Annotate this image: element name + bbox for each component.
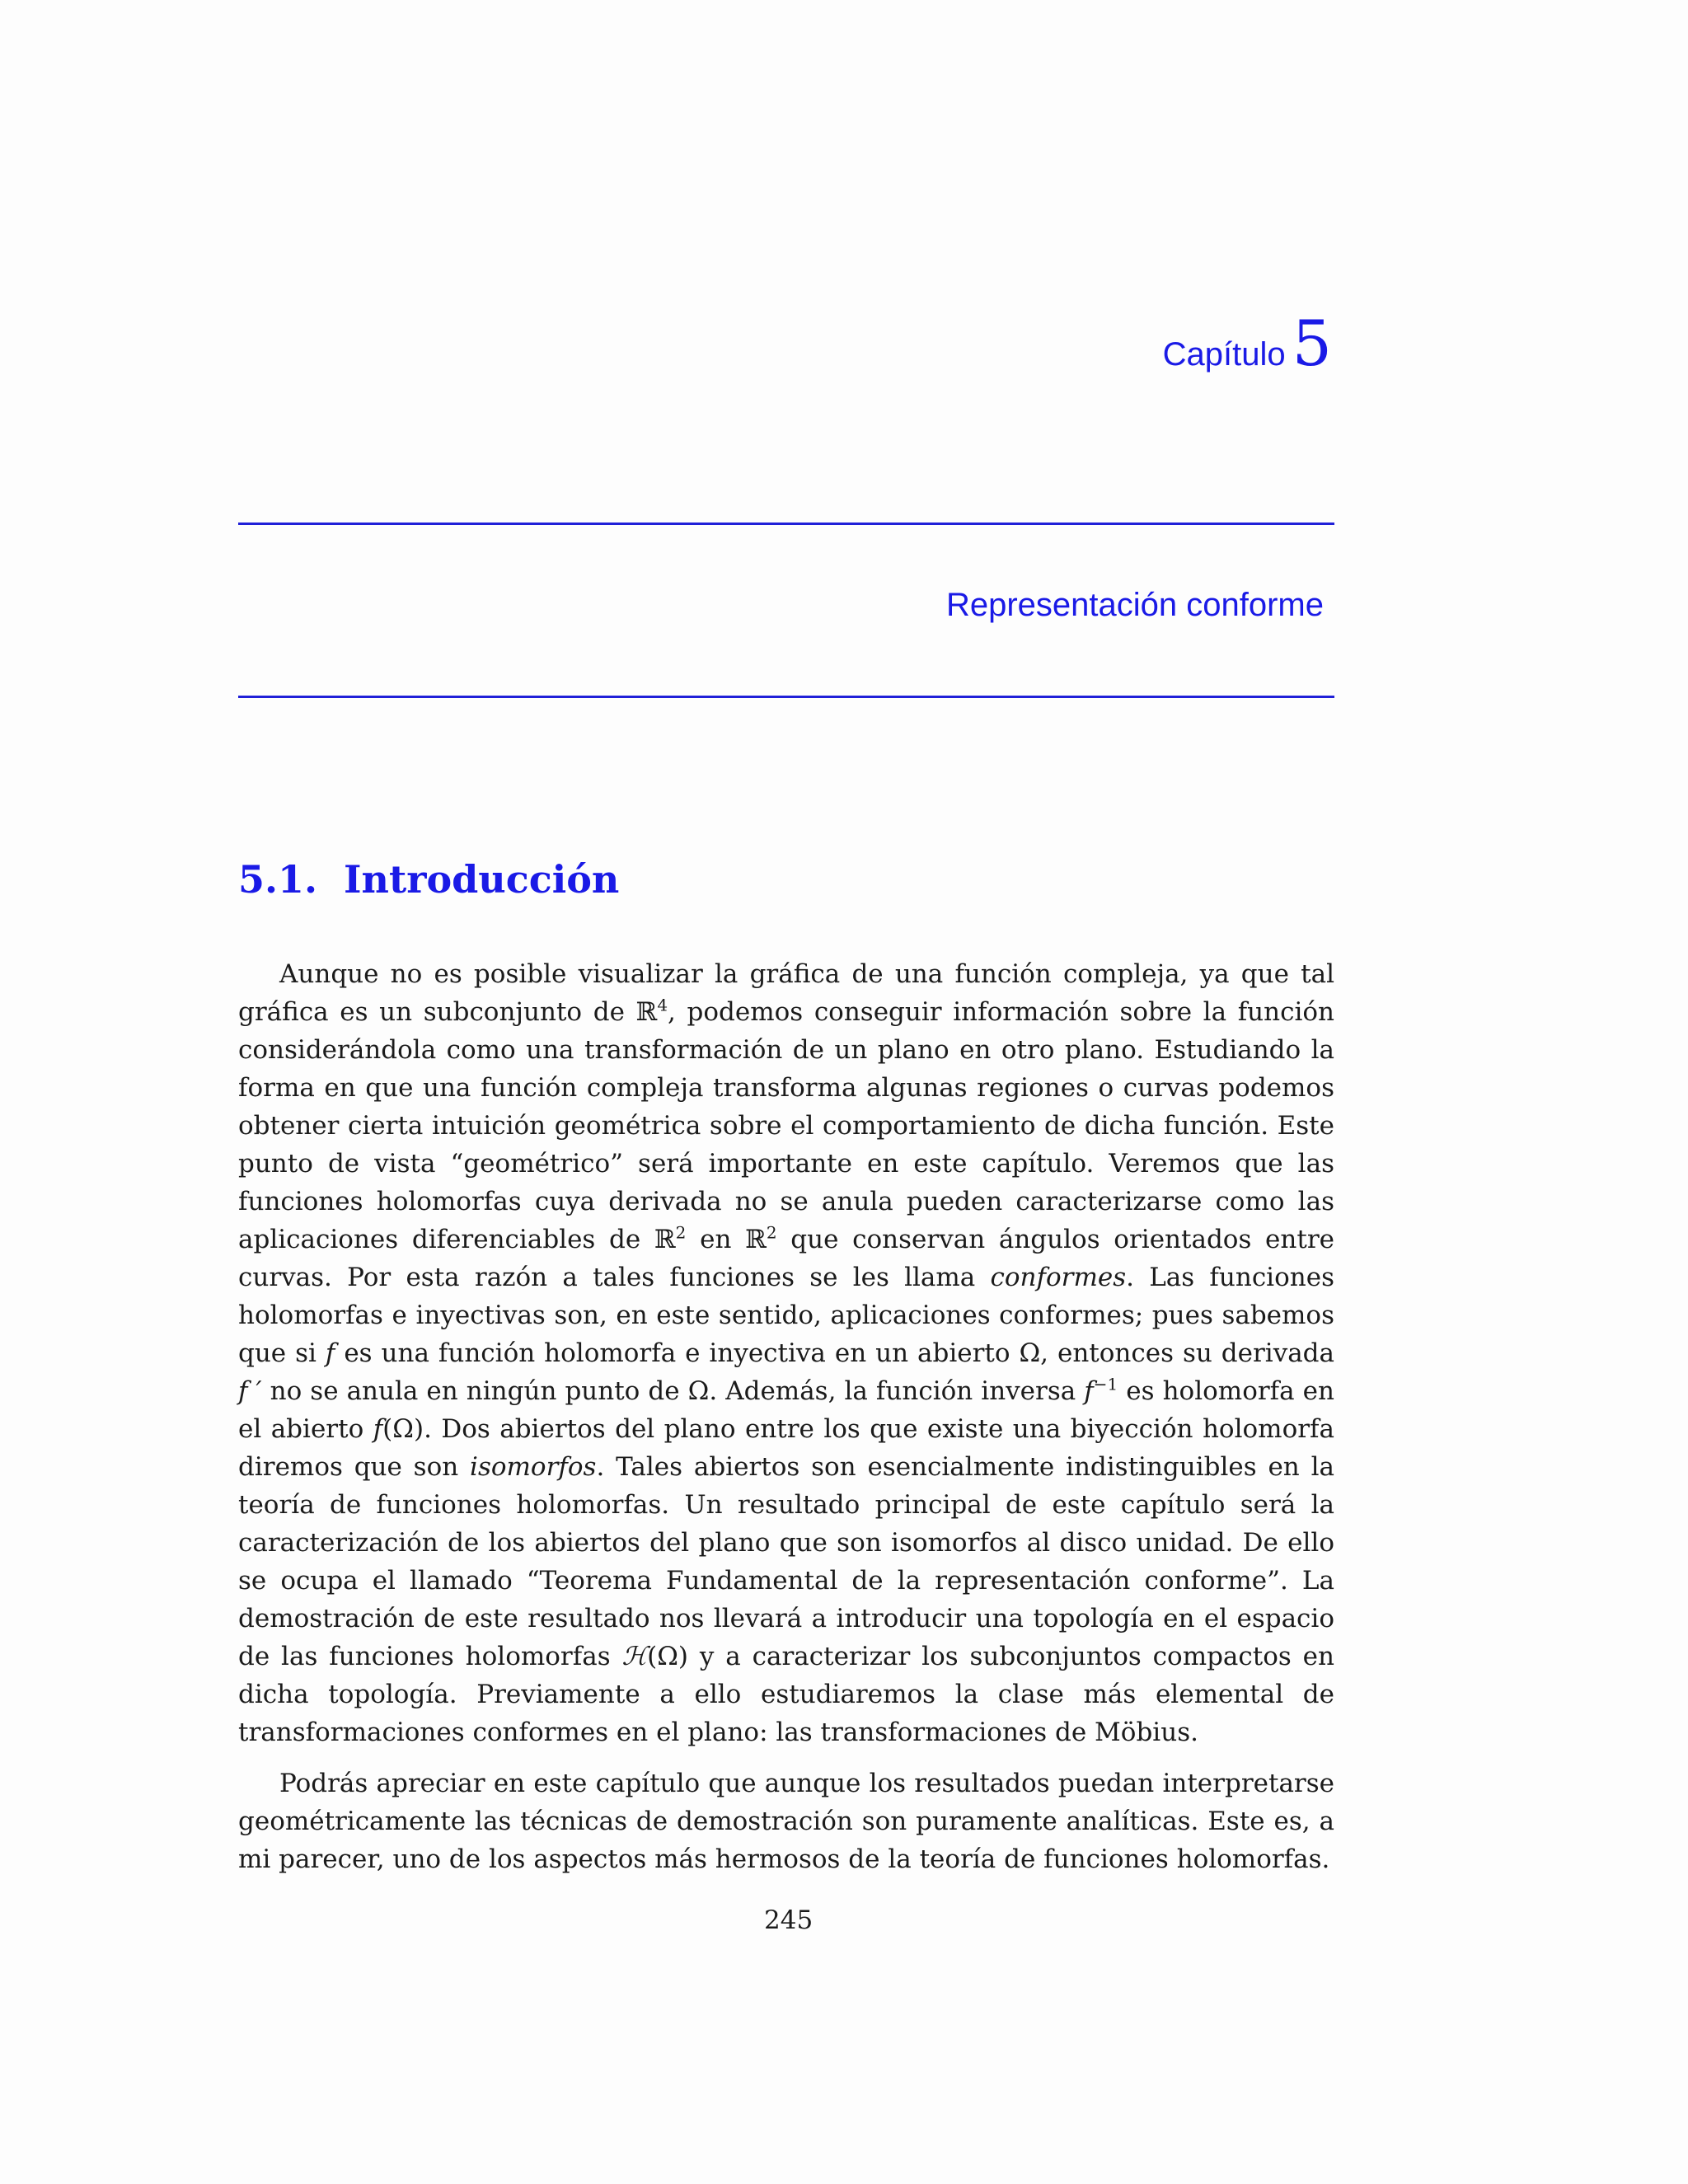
paragraph-2: Podrás apreciar en este capítulo que aunque los resultados puedan interpretarse geométricamente las técnicas de demostración son puramente analíticas. Este es, a mi parecer, uno de los aspectos más hermosos de la teoría de funciones holomorfas.	[238, 1769, 1334, 1874]
math-reals: ℝ	[635, 997, 658, 1027]
paragraph-1	[238, 955, 1334, 1751]
emphasis-term: conformes	[990, 1263, 1127, 1292]
section-heading	[238, 857, 619, 902]
math-f-prime: f ′	[238, 1376, 262, 1406]
emphasis-term: isomorfos	[470, 1452, 597, 1482]
section-title: Introducción	[344, 857, 620, 902]
math-exponent: 2	[766, 1222, 777, 1243]
text-run: en	[686, 1225, 746, 1254]
text-run: es una función holomorfa e inyectiva en un abierto Ω, entonces su derivada	[335, 1338, 1335, 1368]
math-exponent: 2	[675, 1222, 687, 1243]
page-number: 245	[764, 1905, 814, 1935]
math-exponent: 4	[657, 995, 668, 1015]
chapter-number: 5	[1292, 307, 1332, 380]
math-reals: ℝ	[654, 1225, 676, 1254]
text-run: . Las funciones holomorfas e inyectivas son, en este sentido, aplicaciones conformes; pues sabemos que si	[238, 1263, 1334, 1368]
chapter-rule-top	[238, 523, 1334, 525]
math-exponent: −1	[1093, 1374, 1118, 1394]
text-run: es holomorfa en el abierto	[238, 1376, 1334, 1444]
text-run: Aunque no es posible visualizar la gráfica de una función compleja, ya que tal gráfica es un subconjunto de	[238, 959, 1334, 1027]
text-run: no se anula en ningún punto de Ω. Además, la función inversa	[261, 1376, 1085, 1406]
math-reals: ℝ	[745, 1225, 767, 1254]
section-number: 5.1.	[238, 857, 318, 902]
chapter-title: Representación conforme	[945, 587, 1324, 623]
math-holomorphic-space: ℋ	[621, 1642, 648, 1671]
text-run: (Ω). Dos abiertos del plano entre los que existe una biyección holomorfa diremos que son	[238, 1414, 1335, 1482]
text-run: (Ω) y a caracterizar los subconjuntos compactos en dicha topología. Previamente a ello estudiaremos la clase más elemental de transformaciones conformes en el plano: las transformaciones de Möbius.	[238, 1642, 1334, 1747]
chapter-rule-bottom	[238, 696, 1334, 698]
math-f: f	[325, 1338, 335, 1368]
math-f: f	[373, 1414, 383, 1444]
text-run: que conservan ángulos orientados entre curvas. Por esta razón a tales funciones se les llama	[238, 1225, 1334, 1292]
body-text	[238, 955, 1334, 1878]
chapter-label: Capítulo	[1162, 336, 1286, 373]
text-run: . Tales abiertos son esencialmente indistinguibles en la teoría de funciones holomorfas. Un resultado principal de este capítulo será la caracterización de los abiertos del plano que son isomorfos al disco unidad. De ello se ocupa el llamado “Teorema Fundamental de la representación conforme”. La demostración de este resultado nos llevará a introducir una topología en el espacio de las funciones holomorfas	[238, 1452, 1334, 1671]
chapter-heading	[1163, 307, 1332, 380]
text-run: , podemos conseguir información sobre la función considerándola como una transformación de un plano en otro plano. Estudiando la forma en que una función compleja transforma algunas regiones o curvas podemos obtener cierta intuición geométrica sobre el comportamiento de dicha función. Este punto de vista “geométrico” será importante en este capítulo. Veremos que las funciones holomorfas cuya derivada no se anula pueden caracterizarse como las aplicaciones diferenciables de	[238, 997, 1335, 1254]
math-f: f	[1084, 1376, 1094, 1406]
